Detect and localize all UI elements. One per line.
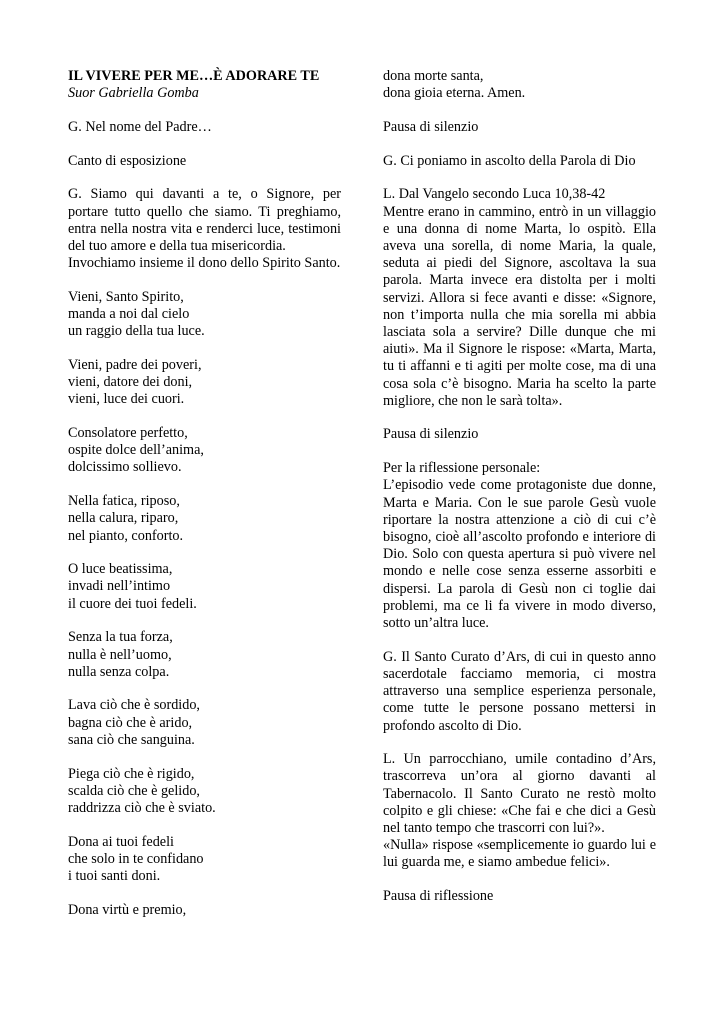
stanza-line: sana ciò che sanguina. bbox=[68, 731, 195, 748]
reflection-text: L’episodio vede come protagoniste due donne, Marta e Maria. Con le sue parole Gesù vuole riportare la nostra attenzione a ciò di cui c’è bisogno, cioè all’ascolto profondo e interiore di Dio. Solo con questa apertura si può vivere nel mondo e nelle cose senza esserne assorbiti e dispersi. La parola di Gesù non ci toglie dai problemi, ma ce li fa vivere in modo diverso, sotto un’altra luce. bbox=[383, 477, 656, 631]
gospel-reading bbox=[383, 186, 656, 410]
hymn-stanza bbox=[68, 357, 341, 409]
left-column bbox=[68, 68, 341, 936]
gospel-text: Mentre erano in cammino, entrò in un villaggio e una donna di nome Marta, lo ospitò. Ella aveva una sorella, di nome Maria, la quale, seduta ai piedi del Signore, ascoltava la sua parola. Marta invece era distolta per i molti servizi. Allora si fece avanti e disse: «Signore, non t’importa nulla che mia sorella mi abbia lasciata sola a servire? Dille dunque che mi aiuti». Ma il Signore le rispose: «Marta, Marta, tu ti affanni e ti agiti per molte cose, ma di una cosa sola c’è bisogno. Maria ha scelto la parte migliore, che non le sarà tolta». bbox=[383, 203, 656, 409]
stanza-line: Dona virtù e premio, bbox=[68, 901, 187, 918]
hymn-stanza bbox=[68, 834, 341, 886]
stanza-line: Lava ciò che è sordido, bbox=[68, 697, 200, 714]
stanza-line: dolcissimo sollievo. bbox=[68, 459, 182, 476]
hymn-stanza bbox=[68, 766, 341, 818]
story-answer: «Nulla» rispose «semplicemente io guardo lui e lui guarda me, e siamo ambedue felici». bbox=[383, 837, 656, 871]
hymn-stanza-end bbox=[383, 68, 656, 102]
stanza-line: manda a noi dal cielo bbox=[68, 306, 190, 323]
curate-of-ars-intro: G. Il Santo Curato d’Ars, di cui in questo anno sacerdotale facciamo memoria, ci mostra attraverso una semplice esperienza personale, come tutte le persone possano mettersi in profondo ascolto di Dio. bbox=[383, 648, 656, 734]
stanza-line: nulla senza colpa. bbox=[68, 663, 170, 680]
stanza-line: i tuoi santi doni. bbox=[68, 868, 161, 885]
reflection-heading: Per la riflessione personale: bbox=[383, 460, 541, 477]
word-of-god-intro: G. Ci poniamo in ascolto della Parola di Dio bbox=[383, 152, 636, 169]
story-text: L. Un parrocchiano, umile contadino d’Ars, trascorreva un’ora al giorno davanti al Tabernacolo. Il Santo Curato ne restò molto colpito e gli chiese: «Che fai e che dici a Gesù nel tanto tempo che trascorri con lui?». bbox=[383, 751, 656, 837]
stanza-line: bagna ciò che è arido, bbox=[68, 714, 193, 731]
hymn-stanza bbox=[68, 425, 341, 477]
parishioner-story bbox=[383, 751, 656, 871]
stanza-line: Dona ai tuoi fedeli bbox=[68, 833, 174, 850]
stanza-line: il cuore dei tuoi fedeli. bbox=[68, 595, 197, 612]
hymn-stanza bbox=[68, 629, 341, 681]
silence-pause: Pausa di silenzio bbox=[383, 426, 479, 443]
hymn-stanza bbox=[68, 697, 341, 749]
reflection-pause: Pausa di riflessione bbox=[383, 888, 494, 905]
stanza-line: O luce beatissima, bbox=[68, 561, 173, 578]
stanza-line: dona gioia eterna. Amen. bbox=[383, 85, 526, 102]
stanza-line: che solo in te confidano bbox=[68, 850, 204, 867]
stanza-line: vieni, datore dei doni, bbox=[68, 374, 193, 391]
stanza-line: Vieni, padre dei poveri, bbox=[68, 356, 202, 373]
stanza-line: invadi nell’intimo bbox=[68, 578, 171, 595]
author-name: Suor Gabriella Gomba bbox=[68, 85, 199, 102]
exposition-song: Canto di esposizione bbox=[68, 152, 187, 169]
hymn-stanza bbox=[68, 493, 341, 545]
stanza-line: Piega ciò che è rigido, bbox=[68, 765, 195, 782]
hymn-stanza bbox=[68, 902, 341, 919]
right-column bbox=[383, 68, 656, 922]
stanza-line: scalda ciò che è gelido, bbox=[68, 782, 200, 799]
gospel-reference: L. Dal Vangelo secondo Luca 10,38-42 bbox=[383, 186, 606, 203]
stanza-line: Nella fatica, riposo, bbox=[68, 493, 180, 510]
stanza-line: dona morte santa, bbox=[383, 68, 484, 84]
stanza-line: vieni, luce dei cuori. bbox=[68, 391, 185, 408]
hymn-stanza bbox=[68, 289, 341, 341]
stanza-line: nella calura, riparo, bbox=[68, 510, 179, 527]
hymn-stanza bbox=[68, 561, 341, 613]
introduction-text: G. Siamo qui davanti a te, o Signore, per portare tutto quello che siamo. Ti preghiamo, entra nella nostra vita e renderci luce, testimoni del tuo amore e della tua misericordia. bbox=[68, 186, 341, 254]
stanza-line: Consolatore perfetto, bbox=[68, 425, 188, 442]
stanza-line: raddrizza ciò che è sviato. bbox=[68, 800, 216, 816]
stanza-line: nulla è nell’uomo, bbox=[68, 646, 172, 663]
stanza-line: Senza la tua forza, bbox=[68, 629, 173, 646]
stanza-line: Vieni, Santo Spirito, bbox=[68, 288, 184, 305]
silence-pause: Pausa di silenzio bbox=[383, 118, 479, 135]
introduction-paragraph bbox=[68, 186, 341, 272]
stanza-line: ospite dolce dell’anima, bbox=[68, 442, 204, 459]
personal-reflection bbox=[383, 460, 656, 632]
document-title: IL VIVERE PER ME…È ADORARE TE bbox=[68, 68, 320, 84]
opening-invocation: G. Nel nome del Padre… bbox=[68, 118, 212, 135]
stanza-line: nel pianto, conforto. bbox=[68, 527, 184, 544]
stanza-line: un raggio della tua luce. bbox=[68, 323, 205, 340]
holy-spirit-invocation: Invochiamo insieme il dono dello Spirito Santo. bbox=[68, 255, 341, 272]
